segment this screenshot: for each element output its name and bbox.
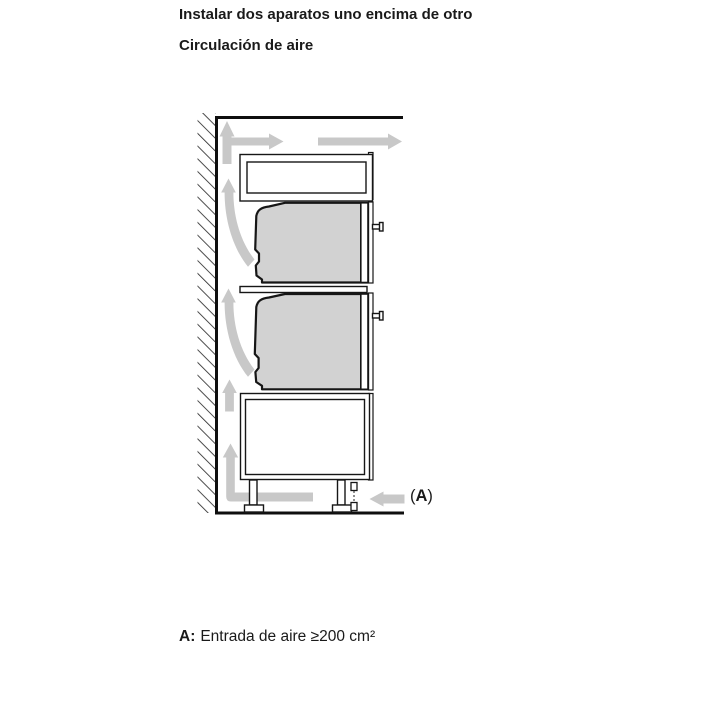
lower-oven	[255, 294, 383, 389]
plinth-vent	[351, 483, 357, 511]
inlet-label-open: (	[410, 487, 416, 505]
cabinet-foot	[245, 505, 264, 512]
wall-hatching	[198, 113, 216, 513]
top-compartment	[240, 155, 373, 202]
cabinet-foot	[333, 505, 352, 512]
base-cabinet	[241, 394, 370, 480]
oven-handle	[373, 223, 384, 232]
page-title: Instalar dos aparatos uno encima de otro	[179, 6, 473, 23]
cabinet-leg	[333, 480, 352, 512]
airflow-out-arrow	[318, 134, 402, 150]
upper-oven	[255, 203, 383, 283]
section-subtitle: Circulación de aire	[179, 37, 314, 54]
upper-oven-door-front	[361, 203, 368, 283]
inlet-label-close: )	[427, 487, 433, 505]
air-inlet-direction-arrow	[370, 492, 405, 507]
intermediate-shelf	[240, 287, 367, 293]
oven-handle	[373, 312, 384, 321]
legend-key: A:	[179, 628, 196, 645]
lower-oven-door-front	[361, 294, 368, 389]
airflow-up-arrow	[222, 380, 237, 412]
legend-caption	[179, 628, 375, 646]
cabinet-front-strip-lower-oven	[369, 293, 374, 390]
airflow-curve-arrow-lower	[221, 289, 254, 377]
legend-text: Entrada de aire ≥200 cm²	[200, 628, 376, 645]
plinth-vent-clip	[351, 483, 357, 491]
plinth-vent-clip	[351, 503, 357, 511]
inlet-label-letter: A	[415, 487, 428, 505]
air-inlet-label	[410, 487, 433, 506]
cabinet-front-strip-upper-oven	[369, 202, 374, 283]
